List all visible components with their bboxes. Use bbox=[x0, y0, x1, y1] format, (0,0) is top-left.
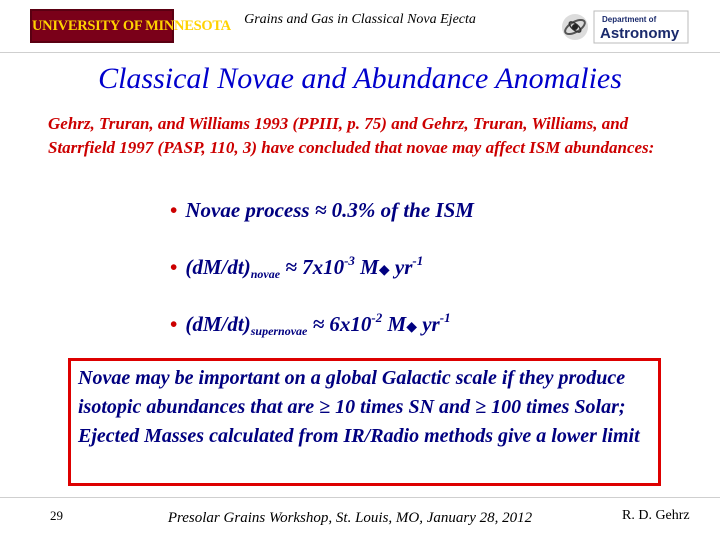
callout-text: Novae may be important on a global Galactic scale if they produce isotopic abundances that are ≥ 10 times SN and ≥ 100 times Solar; Ejected Masses calculated from IR/Radio methods give a lower limit bbox=[78, 367, 640, 447]
solar-mass-icon: ◆ bbox=[378, 263, 390, 278]
bullet-text: Novae process ≈ 0.3% of the ISM bbox=[185, 198, 474, 222]
galaxy-icon bbox=[562, 14, 588, 40]
header-divider bbox=[0, 52, 720, 53]
slide-number: 29 bbox=[50, 508, 63, 523]
bullet-novae-mass-rate: • $(dM/dt)_{novae} \approx 7x10^{-3}$ M◆ $yr^{-1}$ bbox=[170, 253, 424, 281]
bullet-novae-process bbox=[170, 198, 474, 223]
bullet-marker: • bbox=[170, 198, 178, 222]
solar-mass-icon: ◆ bbox=[406, 320, 417, 335]
astronomy-logo-line2: Astronomy bbox=[600, 25, 680, 42]
bullet-supernovae-mass-rate: • $(dM/dt)_{supernovae} \approx 6x10^{-2}$ M◆ $yr^{-1}$ bbox=[170, 310, 451, 338]
footer-event: Presolar Grains Workshop, St. Louis, MO, January 28, 2012 bbox=[167, 510, 533, 526]
bullet-marker: • bbox=[170, 255, 178, 279]
astronomy-logo-line1: Department of bbox=[602, 15, 657, 24]
intro-paragraph: Gehrz, Truran, and Williams 1993 (PPIII, p. 75) and Gehrz, Truran, Williams, and Starrfield 1997 (PASP, 110, 3) have concluded that novae may affect ISM abundances: bbox=[48, 114, 655, 157]
header-title: Grains and Gas in Classical Nova Ejecta bbox=[244, 12, 476, 27]
footer-author: R. D. Gehrz bbox=[622, 508, 690, 523]
university-logo: UNIVERSITY OF MINNESOTA bbox=[30, 9, 174, 43]
astronomy-department-logo bbox=[558, 8, 690, 46]
footer-divider bbox=[0, 497, 720, 498]
slide-title: Classical Novae and Abundance Anomalies bbox=[98, 62, 622, 95]
bullet-marker: • bbox=[170, 312, 178, 336]
